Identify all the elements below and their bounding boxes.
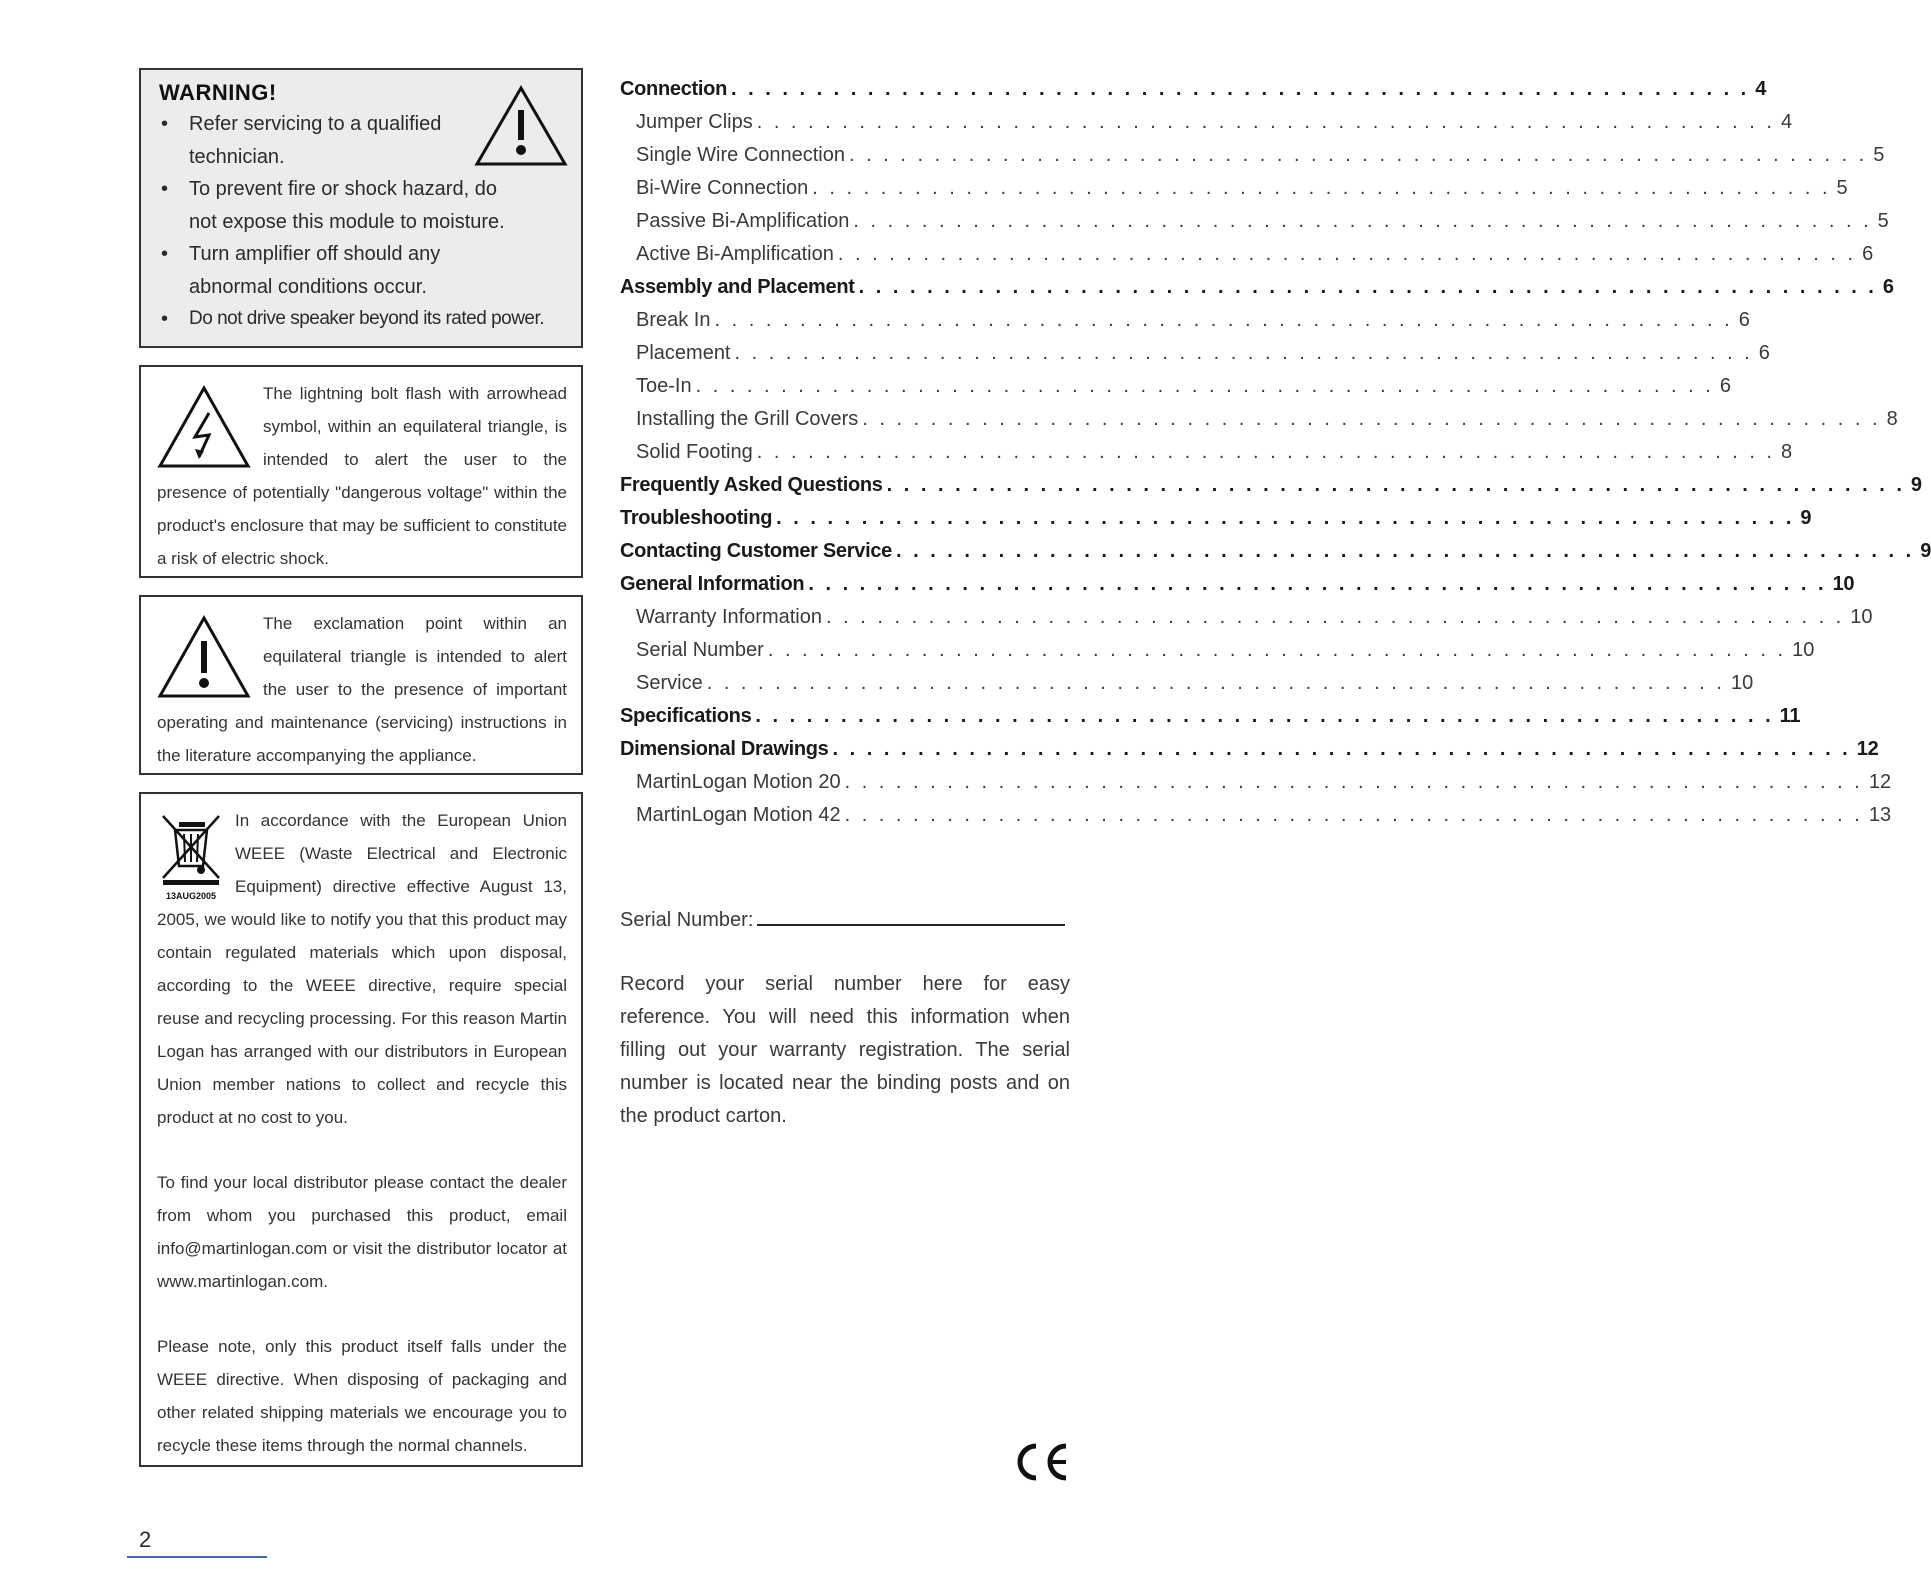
warning-title: WARNING!	[159, 80, 277, 105]
toc-entry-label: MartinLogan Motion 42	[636, 804, 841, 826]
toc-entry-label: Contacting Customer Service	[620, 540, 892, 562]
toc-leader-dots: . . . . . . . . . . . . . . . . . . . . . . . . . . . . . . . . . . . . . . . . . . . . . . . . . . . . . . . . . . . .	[832, 738, 1851, 760]
toc-entry-label: Jumper Clips	[636, 111, 753, 133]
weee-symbol	[157, 810, 225, 901]
toc-entry-page: 9	[1910, 474, 1922, 496]
toc-leader-dots: . . . . . . . . . . . . . . . . . . . . . . . . . . . . . . . . . . . . . . . . . . . . . . . . . . . . . . . . . . . .	[734, 342, 1753, 364]
toc-entry-page: 4	[1780, 111, 1793, 133]
toc-entry-page: 10	[1832, 573, 1855, 595]
toc-entry-page: 10	[1850, 606, 1873, 628]
toc-entry	[620, 474, 1922, 507]
toc-entry-page: 11	[1779, 705, 1801, 727]
toc-entry	[620, 705, 1801, 738]
toc-entry	[620, 276, 1894, 309]
serial-number-field	[620, 904, 1065, 932]
toc-entry	[620, 606, 1873, 639]
toc-entry-page: 10	[1792, 639, 1815, 661]
page-number: 2	[139, 1527, 152, 1552]
toc-entry	[620, 375, 1731, 408]
toc-entry-page: 8	[1781, 441, 1793, 463]
toc-leader-dots: . . . . . . . . . . . . . . . . . . . . . . . . . . . . . . . . . . . . . . . . . . . . . . . . . . . . . . . . . . . .	[812, 177, 1831, 199]
toc-entry-label: Placement	[636, 342, 731, 364]
toc-entry-label: Break In	[636, 309, 711, 331]
toc-leader-dots: . . . . . . . . . . . . . . . . . . . . . . . . . . . . . . . . . . . . . . . . . . . . . . . . . . . . . . . . . . . .	[756, 441, 1775, 463]
weee-paragraph: To find your local distributor please contact the dealer from whom you purchased this product, email info@martinlogan.com or visit the distributor locator at www.martinlogan.com.	[157, 1173, 567, 1291]
toc-entry-label: Bi-Wire Connection	[636, 177, 809, 199]
toc-entry-page: 4	[1755, 78, 1767, 100]
toc-entry-label: Troubleshooting	[620, 507, 773, 529]
serial-number-label: Serial Number:	[620, 909, 754, 931]
toc-leader-dots: . . . . . . . . . . . . . . . . . . . . . . . . . . . . . . . . . . . . . . . . . . . . . . . . . . . . . . . . . . . .	[695, 375, 1714, 397]
toc-entry	[620, 309, 1750, 342]
weee-date-label: 13AUG2005	[165, 891, 217, 901]
toc-entry-page: 12	[1868, 771, 1892, 793]
lightning-notice-box	[139, 365, 583, 578]
weee-text	[157, 804, 567, 1462]
lightning-notice-text: The lightning bolt flash with arrowhead symbol, within an equilateral triangle, is intended to alert the user to the presence of potentially "dangerous voltage" within the product's enclosure that may be sufficient to constitute a risk of electric shock.	[157, 384, 567, 568]
toc-entry	[620, 738, 1879, 771]
toc-entry	[620, 144, 1885, 177]
toc-leader-dots: . . . . . . . . . . . . . . . . . . . . . . . . . . . . . . . . . . . . . . . . . . . . . . . . . . . . . . . . . . . .	[755, 705, 1774, 727]
toc-leader-dots: . . . . . . . . . . . . . . . . . . . . . . . . . . . . . . . . . . . . . . . . . . . . . . . . . . . . . . . . . . . .	[714, 309, 1733, 331]
toc-entry	[620, 342, 1770, 375]
toc-entry	[620, 507, 1812, 540]
lightning-triangle-icon	[157, 385, 251, 469]
toc-entry	[620, 177, 1848, 210]
toc-entry	[620, 639, 1815, 672]
toc-leader-dots: . . . . . . . . . . . . . . . . . . . . . . . . . . . . . . . . . . . . . . . . . . . . . . . . . . . . . . . . . . . .	[844, 804, 1863, 826]
warning-box	[139, 68, 583, 348]
toc-entry-page: 10	[1730, 672, 1754, 694]
toc-leader-dots: . . . . . . . . . . . . . . . . . . . . . . . . . . . . . . . . . . . . . . . . . . . . . . . . . . . . . . . . . . . .	[858, 276, 1877, 298]
toc-leader-dots: . . . . . . . . . . . . . . . . . . . . . . . . . . . . . . . . . . . . . . . . . . . . . . . . . . . . . . . . . . . .	[837, 243, 1857, 265]
toc-entry-label: Assembly and Placement	[620, 276, 855, 298]
crossed-bin-icon	[157, 810, 225, 886]
toc-leader-dots: . . . . . . . . . . . . . . . . . . . . . . . . . . . . . . . . . . . . . . . . . . . . . . . . . . . . . . . . . . . .	[853, 210, 1872, 232]
toc-leader-dots: . . . . . . . . . . . . . . . . . . . . . . . . . . . . . . . . . . . . . . . . . . . . . . . . . . . . . . . . . . . .	[826, 606, 1845, 628]
toc-leader-dots: . . . . . . . . . . . . . . . . . . . . . . . . . . . . . . . . . . . . . . . . . . . . . . . . . . . . . . . . . . . .	[776, 507, 1795, 529]
toc-entry-label: Dimensional Drawings	[620, 738, 829, 760]
exclamation-triangle-icon	[157, 615, 251, 699]
toc-entry-label: Frequently Asked Questions	[620, 474, 883, 496]
weee-paragraph: Please note, only this product itself falls under the WEEE directive. When disposing of packaging and other related shipping materials we encourage you to recycle these items through the normal channels.	[157, 1337, 567, 1455]
exclamation-notice-box	[139, 595, 583, 775]
warning-item: • Turn amplifier off should any abnormal conditions occur.	[159, 238, 529, 303]
toc-entry-label: Solid Footing	[636, 441, 753, 463]
toc-leader-dots: . . . . . . . . . . . . . . . . . . . . . . . . . . . . . . . . . . . . . . . . . . . . . . . . . . . . . . . . . . . .	[756, 111, 1775, 133]
toc-entry	[620, 243, 1874, 276]
toc-entry-label: Specifications	[620, 705, 752, 727]
toc-entry-label: General Information	[620, 573, 805, 595]
toc-leader-dots: . . . . . . . . . . . . . . . . . . . . . . . . . . . . . . . . . . . . . . . . . . . . . . . . . . . . . . . . . . . .	[886, 474, 1905, 496]
toc-entry	[620, 111, 1793, 144]
serial-number-blank	[757, 904, 1065, 926]
toc-leader-dots: . . . . . . . . . . . . . . . . . . . . . . . . . . . . . . . . . . . . . . . . . . . . . . . . . . . . . . . . . . . .	[767, 639, 1787, 661]
toc-entry-label: Active Bi-Amplification	[636, 243, 834, 265]
toc-entry	[620, 441, 1793, 474]
table-of-contents	[620, 78, 1931, 837]
toc-entry-label: MartinLogan Motion 20	[636, 771, 841, 793]
toc-entry	[620, 408, 1898, 441]
warning-item: • Do not drive speaker beyond its rated power.	[159, 303, 563, 336]
toc-leader-dots: . . . . . . . . . . . . . . . . . . . . . . . . . . . . . . . . . . . . . . . . . . . . . . . . . . . . . . . . . . . .	[844, 771, 1863, 793]
toc-entry-label: Passive Bi-Amplification	[636, 210, 850, 232]
toc-entry-label: Toe-In	[636, 375, 692, 397]
weee-notice-box	[139, 792, 583, 1467]
toc-entry-page: 6	[1758, 342, 1770, 364]
toc-entry-label: Serial Number	[636, 639, 764, 661]
toc-entry-page: 12	[1856, 738, 1879, 760]
toc-leader-dots: . . . . . . . . . . . . . . . . . . . . . . . . . . . . . . . . . . . . . . . . . . . . . . . . . . . . . . . . . . . .	[862, 408, 1881, 430]
toc-entry-page: 9	[1920, 540, 1931, 562]
warning-item: • To prevent fire or shock hazard, do not expose this module to moisture.	[159, 173, 519, 238]
toc-entry	[620, 771, 1892, 804]
exclamation-triangle-icon	[473, 84, 569, 168]
toc-entry-page: 6	[1882, 276, 1894, 298]
toc-entry-label: Single Wire Connection	[636, 144, 845, 166]
toc-entry-page: 5	[1873, 144, 1885, 166]
toc-entry-page: 5	[1836, 177, 1848, 199]
toc-leader-dots: . . . . . . . . . . . . . . . . . . . . . . . . . . . . . . . . . . . . . . . . . . . . . . . . . . . . . . . . . . . .	[895, 540, 1915, 562]
toc-leader-dots: . . . . . . . . . . . . . . . . . . . . . . . . . . . . . . . . . . . . . . . . . . . . . . . . . . . . . . . . . . . .	[849, 144, 1868, 166]
serial-number-note: Record your serial number here for easy reference. You will need this information when filling out your warranty registration. The serial number is located near the binding posts and on the product carton.	[620, 973, 1070, 1127]
toc-entry-page: 6	[1738, 309, 1750, 331]
toc-entry	[620, 804, 1892, 837]
weee-paragraph: In accordance with the European Union WEEE (Waste Electrical and Electronic Equipment) directive effective August 13, 2005, we would like to notify you that this product may contain regulated materials which upon disposal, according to the WEEE directive, require special reuse and recycling processing. For this reason Martin Logan has arranged with our distributors in European Union member nations to collect and recycle this product at no cost to you.	[157, 811, 567, 1127]
toc-leader-dots: . . . . . . . . . . . . . . . . . . . . . . . . . . . . . . . . . . . . . . . . . . . . . . . . . . . . . . . . . . . .	[808, 573, 1827, 595]
toc-entry-label: Installing the Grill Covers	[636, 408, 859, 430]
toc-entry-page: 6	[1719, 375, 1731, 397]
toc-entry-page: 13	[1868, 804, 1892, 826]
toc-entry-page: 5	[1877, 210, 1889, 232]
ce-mark-icon	[1012, 1440, 1070, 1484]
toc-entry	[620, 672, 1754, 705]
toc-leader-dots: . . . . . . . . . . . . . . . . . . . . . . . . . . . . . . . . . . . . . . . . . . . . . . . . . . . . . . . . . . . .	[706, 672, 1725, 694]
toc-entry-page: 9	[1800, 507, 1812, 529]
toc-entry	[620, 78, 1767, 111]
toc-leader-dots: . . . . . . . . . . . . . . . . . . . . . . . . . . . . . . . . . . . . . . . . . . . . . . . . . . . . . . . . . . . .	[731, 78, 1750, 100]
toc-entry-label: Warranty Information	[636, 606, 822, 628]
toc-entry	[620, 540, 1931, 573]
warning-item: • Refer servicing to a qualified technician.	[159, 108, 449, 173]
toc-entry-page: 8	[1886, 408, 1898, 430]
toc-entry-label: Connection	[620, 78, 727, 100]
toc-entry	[620, 210, 1889, 243]
exclamation-notice-text: The exclamation point within an equilateral triangle is intended to alert the user to the presence of important operating and maintenance (servicing) instructions in the literature accompanying the appliance.	[157, 614, 567, 765]
toc-entry-label: Service	[636, 672, 703, 694]
toc-entry-page: 6	[1862, 243, 1874, 265]
footer-rule	[127, 1556, 267, 1558]
toc-entry	[620, 573, 1855, 606]
